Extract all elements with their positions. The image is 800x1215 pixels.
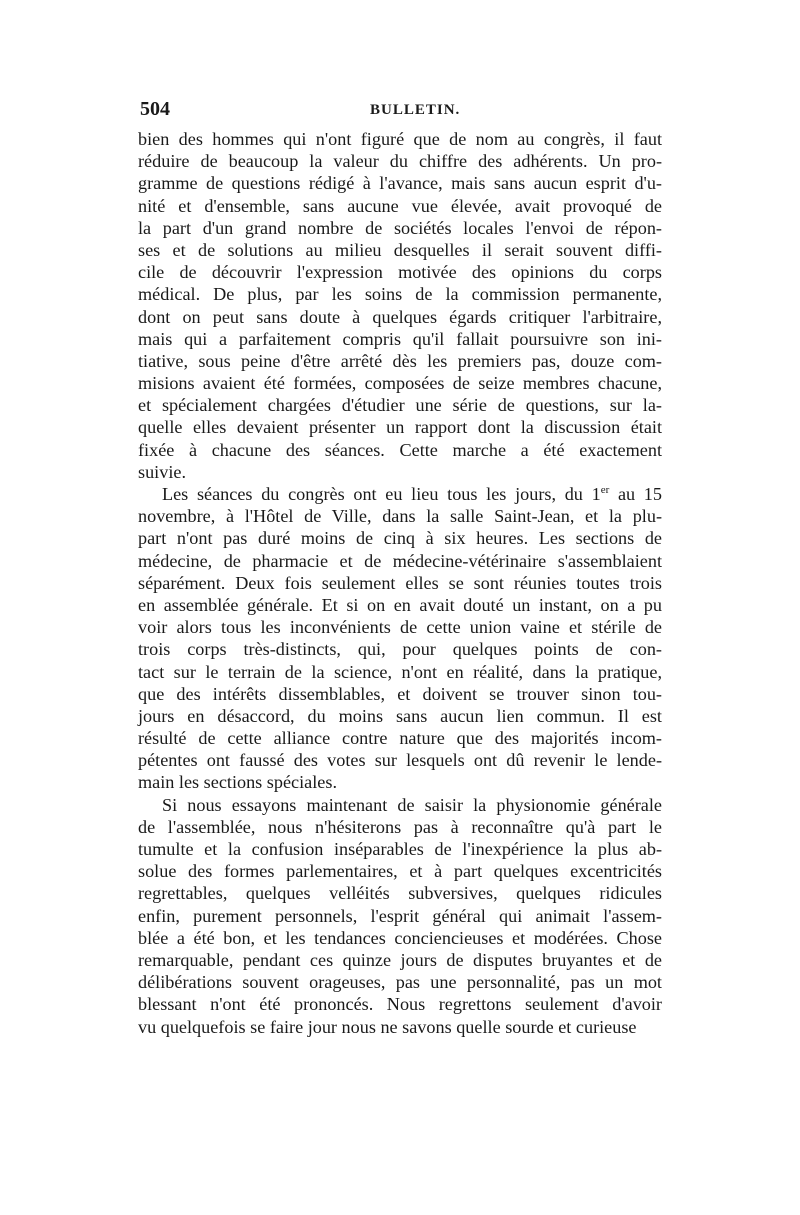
text-line: ses et de solutions au milieu desquelles il serait souvent diffi- (138, 239, 662, 260)
text-line: que des intérêts dissemblables, et doivent se trouver sinon tou- (138, 683, 662, 704)
text-line: vu quelquefois se faire jour nous ne savons quelle sourde et curieuse (138, 1016, 637, 1037)
text-line: mais qui a parfaitement compris qu'il fallait poursuivre son ini- (138, 328, 662, 349)
text-line: voir alors tous les inconvénients de cette union vaine et stérile de (138, 617, 662, 638)
text-line: fixée à chacune des séances. Cette marche a été exactement (138, 439, 662, 460)
text-line: gramme de questions rédigé à l'avance, mais sans aucun esprit d'u- (138, 173, 662, 194)
body-text (138, 128, 662, 1038)
text-line: part n'ont pas duré moins de cinq à six heures. Les sections de (138, 528, 662, 549)
text-line: main les sections spéciales. (138, 772, 337, 793)
text-line: la part d'un grand nombre de sociétés locales l'envoi de répon- (138, 217, 662, 238)
text-line: pétentes ont faussé des votes sur lesquels ont dû revenir le lende- (138, 750, 662, 771)
text-line: cile de découvrir l'expression motivée des opinions du corps (138, 262, 662, 283)
ordinal-superscript: er (600, 483, 610, 496)
text-line: séparément. Deux fois seulement elles se sont réunies toutes trois (138, 572, 662, 593)
text-line: délibérations souvent orageuses, pas une personnalité, pas un mot (138, 972, 662, 993)
text-line: trois corps très-distincts, qui, pour quelques points de con- (138, 639, 662, 660)
text-line: suivie. (138, 461, 186, 482)
text-line: nité et d'ensemble, sans aucune vue élevée, avait provoqué de (138, 195, 662, 216)
text-line: réduire de beaucoup la valeur du chiffre des adhérents. Un pro- (138, 151, 662, 172)
text-line: médical. De plus, par les soins de la commission permanente, (138, 284, 662, 305)
running-head (140, 98, 660, 126)
text-line: remarquable, pendant ces quinze jours de disputes bruyantes et de (138, 949, 662, 970)
text-line: solue des formes parlementaires, et à part quelques excentricités (138, 861, 662, 882)
text-line: tumulte et la confusion inséparables de l'inexpérience la plus ab- (138, 839, 662, 859)
running-title: BULLETIN. (370, 102, 461, 118)
text-line: Les séances du congrès ont eu lieu tous les jours, du 1er au 15 (162, 483, 662, 504)
text-line: regrettables, quelques velléités subversives, quelques ridicules (138, 883, 662, 904)
text-line: et spécialement chargées d'étudier une série de questions, sur la- (138, 395, 662, 416)
text-line: Si nous essayons maintenant de saisir la physionomie générale (162, 794, 662, 815)
text-line: résulté de cette alliance contre nature que des majorités incom- (138, 728, 662, 749)
page-number: 504 (140, 98, 170, 120)
text-line: médecine, de pharmacie et de médecine-vétérinaire s'assemblaient (138, 550, 662, 571)
text-line: enfin, purement personnels, l'esprit général qui animait l'assem- (138, 905, 662, 926)
text-line: blée a été bon, et les tendances concienciеuses et modérées. Chose (138, 927, 662, 948)
text-line: jours en désaccord, du moins sans aucun lien commun. Il est (138, 705, 662, 726)
text-line: de l'assemblée, nous n'hésiterons pas à reconnaître qu'à part le (138, 816, 662, 837)
text-line: bien des hommes qui n'ont figuré que de nom au congrès, il faut (138, 129, 662, 149)
paragraph (138, 128, 662, 483)
text-line: blessant n'ont été prononcés. Nous regrettons seulement d'avoir (138, 994, 662, 1015)
text-line: tiative, sous peine d'être arrêté dès les premiers pas, douze com- (138, 350, 662, 371)
text-line: dont on peut sans doute à quelques égards critiquer l'arbitraire, (138, 306, 662, 327)
paragraph (138, 794, 662, 1038)
paragraph (138, 483, 662, 794)
text-line: quelle elles devaient présenter un rapport dont la discussion était (138, 417, 662, 438)
text-line: misions avaient été formées, composées de seize membres chacune, (138, 373, 662, 394)
text-line: en assemblée générale. Et si on en avait douté un instant, on a pu (138, 594, 662, 615)
text-line: novembre, à l'Hôtel de Ville, dans la salle Saint-Jean, et la plu- (138, 506, 662, 527)
text-line: tact sur le terrain de la science, n'ont en réalité, dans la pratique, (138, 661, 662, 682)
